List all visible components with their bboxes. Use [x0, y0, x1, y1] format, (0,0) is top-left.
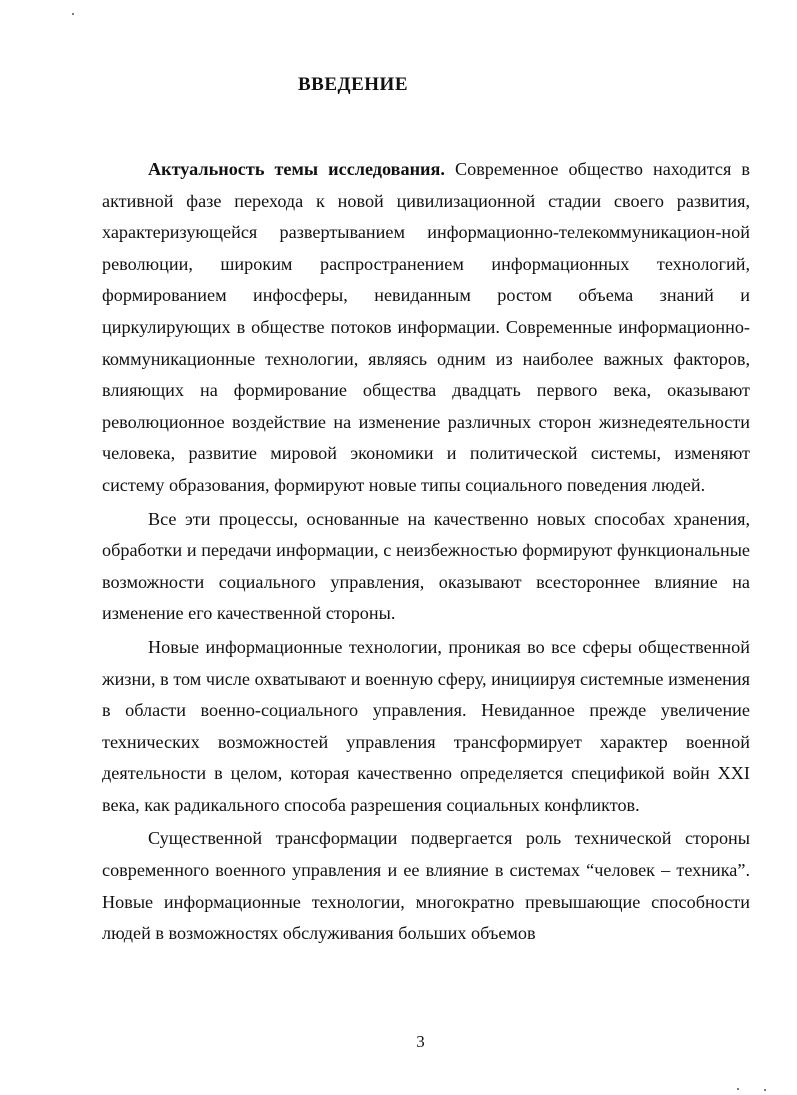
scan-speck [737, 1088, 739, 1090]
paragraph-technologies: Новые информационные технологии, проникая во все сферы общественной жизни, в том числе охватывают и военную сферу, инициируя системные изменения в области военно-социального управления. Невиданное прежде увеличение технических возможностей управления трансформирует характер военной деятельности в целом, которая качественно определяется спецификой войн XXI века, как радикального способа разрешения социальных конфликтов. [102, 636, 750, 815]
paragraph-relevance [102, 154, 750, 502]
scan-speck [764, 1089, 766, 1091]
paragraph-transformation: Существенной трансформации подвергается роль технической стороны современного военного управления и ее влияние в системах “человек – техника”. Новые информационные технологии, многократно превышающие способности людей в возможностях обслуживания больших объемов [102, 828, 750, 944]
scan-speck [72, 13, 74, 15]
paragraph-processes: Все эти процессы, основанные на качественно новых способах хранения, обработки и передачи информации, с неизбежностью формируют функциональные возможности социального управления, оказывают всестороннее влияние на изменение его качественной стороны. [102, 508, 750, 624]
section-heading: ВВЕДЕНИЕ [298, 74, 408, 95]
body-text [102, 154, 750, 952]
paragraph-text: Современное общество находится в активной фазе перехода к новой цивилизационной стадии своего развития, характеризующейся развертыванием информационно-телекоммуникацион-ной революции, широким распространением информационных технологий, формированием инфосферы, невиданным ростом объема знаний и циркулирующих в обществе потоков информации. Современные информационно-коммуникационные технологии, являясь одним из наиболее важных факторов, влияющих на формирование общества двадцать первого века, оказывают революционное воздействие на изменение различных сторон жизнедеятельности человека, развитие мировой экономики и политической системы, изменяют систему образования, формируют новые типы социального поведения людей. [102, 159, 750, 495]
paragraph-lead: Актуальность темы исследования. [148, 159, 445, 179]
page-number: 3 [416, 1032, 425, 1051]
